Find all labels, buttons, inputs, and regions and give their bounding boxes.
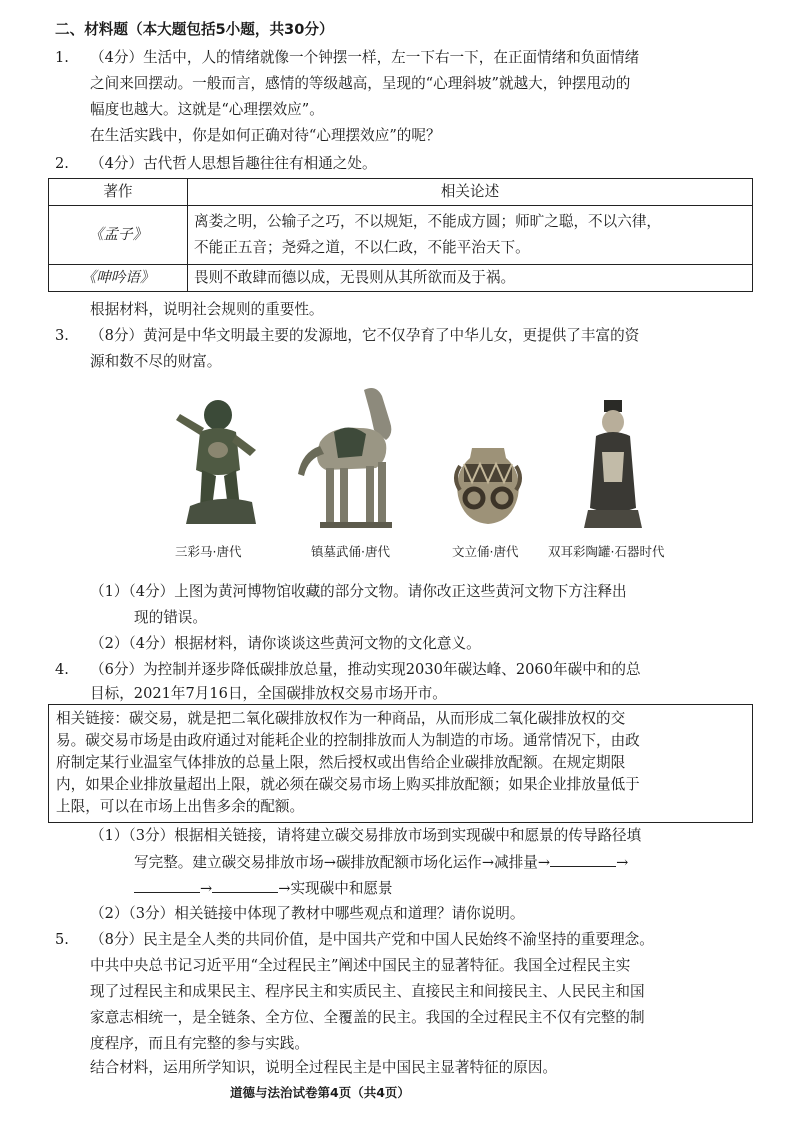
quote-line: 离娄之明，公输子之巧，不以规矩，不能成方圆；师旷之聪，不以六律，	[194, 213, 662, 230]
related-link-text: 上限，可以在市场上出售多余的配额。	[56, 798, 305, 815]
arrow: →	[200, 880, 213, 897]
arrow: →	[616, 854, 629, 871]
question-prompt: 在生活实践中，你是如何正确对待“心理摆效应”的呢？	[90, 127, 441, 144]
question-number: 2.	[55, 155, 69, 172]
painted-jar-image	[452, 442, 524, 526]
quotes-table	[48, 178, 753, 292]
related-link-text: 易。碳交易市场是由政府通过对能耗企业的控制排放而人为制造的市场。通常情况下，由政	[56, 732, 640, 749]
question-text: （4分）古代哲人思想旨趣往往有相通之处。	[90, 155, 377, 172]
sub-question	[134, 852, 628, 873]
sancai-horse-image	[290, 382, 408, 532]
table-header: 著作	[49, 179, 188, 206]
table-cell: 畏则不敢肆而德以成，无畏则从其所欲而及于祸。	[188, 265, 753, 292]
artifact-caption: 三彩马·唐代	[175, 544, 242, 559]
section-title: 二、材料题（本大题包括5小题，共30分）	[55, 21, 334, 38]
sub-question	[134, 878, 393, 899]
table-cell	[188, 206, 753, 265]
related-link-text: 府制定某行业温室气体排放的总量上限，然后授权或出售给企业碳排放配额。在规定期限	[56, 754, 626, 771]
warrior-figurine-image	[170, 390, 265, 530]
table-cell: 《孟子》	[49, 206, 188, 265]
question-text: （4分）生活中，人的情绪就像一个钟摆一样，左一下右一下，在正面情绪和负面情绪	[90, 49, 640, 66]
question-text: 源和数不尽的财富。	[90, 353, 222, 370]
quote-line: 不能正五音；尧舜之道，不以仁政，不能平治天下。	[194, 239, 530, 256]
sub-question: （2）（3分）相关链接中体现了教材中哪些观点和道理？请你说明。	[90, 905, 525, 922]
answer-blank[interactable]	[212, 878, 278, 893]
table-cell: 《呻吟语》	[49, 265, 188, 292]
artifact-caption: 镇墓武俑·唐代	[311, 544, 390, 559]
sub-question: （2）（4分）根据材料，请你谈谈这些黄河文物的文化意义。	[90, 635, 481, 652]
question-text: （8分）民主是全人类的共同价值，是中国共产党和中国人民始终不渝坚持的重要理念。	[90, 931, 654, 948]
question-text: （6分）为控制并逐步降低碳排放总量，推动实现2030年碳达峰、2060年碳中和的总	[90, 661, 641, 678]
table-header: 相关论述	[188, 179, 753, 206]
artifact-caption: 文立俑·唐代	[452, 544, 519, 559]
sub-question-text: →实现碳中和愿景	[278, 880, 393, 897]
answer-blank[interactable]	[134, 878, 200, 893]
table-row	[49, 206, 753, 265]
artifact-caption: 双耳彩陶罐·石器时代	[548, 544, 665, 559]
question-number: 4.	[55, 661, 69, 678]
question-number: 1.	[55, 49, 69, 66]
question-prompt: 根据材料，说明社会规则的重要性。	[90, 301, 324, 318]
sub-question-text: 写完整。建立碳交易排放市场→碳排放配额市场化运作→减排量→	[134, 854, 551, 871]
page-footer: 道德与法治试卷第4页（共4页）	[230, 1085, 410, 1100]
question-number: 5.	[55, 931, 69, 948]
table-row	[49, 265, 753, 292]
table-header-row	[49, 179, 753, 206]
question-prompt: 结合材料，运用所学知识，说明全过程民主是中国民主显著特征的原因。	[90, 1059, 558, 1076]
question-text: 之间来回摆动。一般而言，感情的等级越高，呈现的“心理斜坡”就越大，钟摆甩动的	[90, 75, 631, 92]
question-text: 幅度也越大。这就是“心理摆效应”。	[90, 101, 324, 118]
question-text: （8分）黄河是中华文明最主要的发源地，它不仅孕育了中华儿女，更提供了丰富的资	[90, 327, 640, 344]
sub-question: （1）（3分）根据相关链接，请将建立碳交易排放市场到实现碳中和愿景的传导路径填	[90, 827, 642, 844]
related-link-text: 内，如果企业排放量超出上限，就必须在碳交易市场上购买排放配额；如果企业排放量低于	[56, 776, 640, 793]
sub-question: 现的错误。	[134, 609, 207, 626]
question-number: 3.	[55, 327, 69, 344]
question-text: 家意志相统一，是全链条、全方位、全覆盖的民主。我国的全过程民主不仅有完整的制	[90, 1009, 645, 1026]
civil-official-figurine-image	[578, 398, 648, 530]
question-text: 目标，2021年7月16日，全国碳排放权交易市场开市。	[90, 685, 447, 702]
answer-blank[interactable]	[550, 852, 616, 867]
sub-question: （1）（4分）上图为黄河博物馆收藏的部分文物。请你改正这些黄河文物下方注释出	[90, 583, 627, 600]
question-text: 中共中央总书记习近平用“全过程民主”阐述中国民主的显著特征。我国全过程民主实	[90, 957, 631, 974]
question-text: 现了过程民主和成果民主、程序民主和实质民主、直接民主和间接民主、人民民主和国	[90, 983, 645, 1000]
question-text: 度程序，而且有完整的参与实践。	[90, 1035, 309, 1052]
related-link-text: 相关链接：碳交易，就是把二氧化碳排放权作为一种商品，从而形成二氧化碳排放权的交	[56, 710, 626, 727]
